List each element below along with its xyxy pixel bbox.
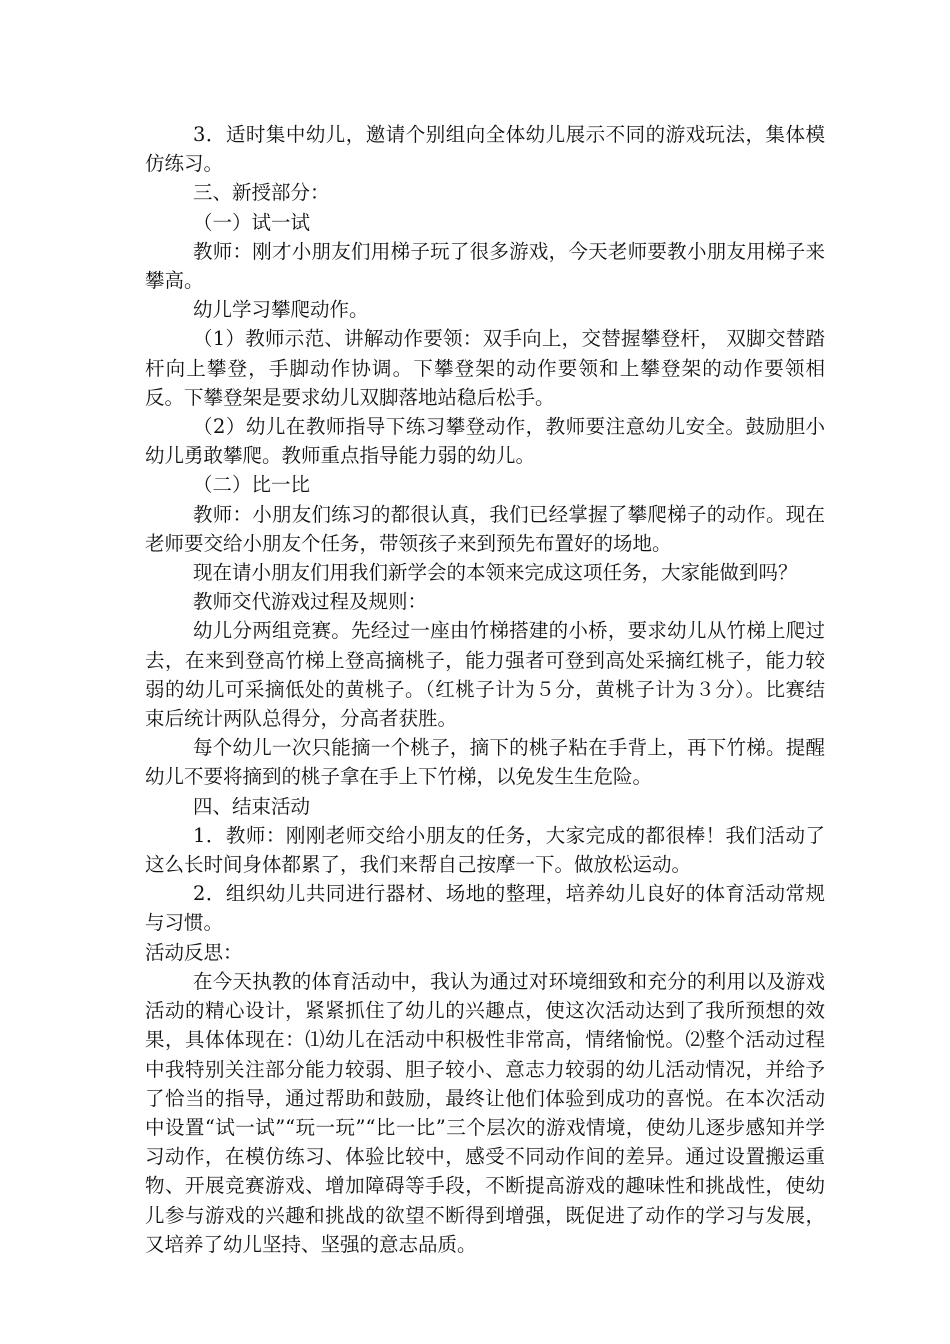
paragraph-practice: （2）幼儿在教师指导下练习攀登动作，教师要注意幼儿安全。鼓励胆小幼儿勇敢攀爬。教师重点指导能力弱的幼儿。 <box>145 415 825 468</box>
paragraph-safety: 每个幼儿一次只能摘一个桃子，摘下的桃子粘在手背上，再下竹梯。提醒幼儿不要将摘到的桃子拿在手上下竹梯，以免发生生危险。 <box>145 736 825 789</box>
paragraph-reflection: 在今天执教的体育活动中，我认为通过对环境细致和充分的利用以及游戏活动的精心设计，紧紧抓住了幼儿的兴趣点，使这次活动达到了我所预想的效果，具体体现在：⑴幼儿在活动中积极性非常高，情绪愉悦。⑵整个活动过程中我特别关注部分能力较弱、胆子较小、意志力较弱的幼儿活动情况，并给予了恰当的指导，通过帮助和鼓励，最终让他们体验到成功的喜悦。在本次活动中设置“试一试”“玩一玩”“比一比”三个层次的游戏情境，使幼儿逐步感知并学习动作，在模仿练习、体验比较中，感受不同动作间的差异。通过设置搬运重物、开展竞赛游戏、增加障碍等手段，不断提高游戏的趣味性和挑战性，使幼儿参与游戏的兴趣和挑战的欲望不断得到增强，既促进了动作的学习与发展，又培养了幼儿坚持、坚强的意志品质。 <box>145 969 825 1256</box>
subsection-heading-try: （一）试一试 <box>193 210 311 234</box>
subsection-heading-compete: （二）比一比 <box>193 473 311 497</box>
paragraph-step-3: 3．适时集中幼儿，邀请个别组向全体幼儿展示不同的游戏玩法，集体模仿练习。 <box>145 123 825 176</box>
paragraph-ending-1: 1．教师：刚刚老师交给小朋友的任务，大家完成的都很棒！我们活动了这么长时间身体都累了，我们来帮自己按摩一下。做放松运动。 <box>145 823 825 877</box>
paragraph-new-skill: 现在请小朋友们用我们新学会的本领来完成这项任务，大家能做到吗？ <box>193 561 798 585</box>
paragraph-learn-climbing: 幼儿学习攀爬动作。 <box>193 298 369 322</box>
paragraph-teacher-task: 教师：小朋友们练习的都很认真，我们已经掌握了攀爬梯子的动作。现在老师要交给小朋友个任务，带领孩子来到预先布置好的场地。 <box>145 502 825 555</box>
section-heading-ending: 四、结束活动 <box>193 794 311 818</box>
section-heading-new-teaching: 三、新授部分： <box>193 181 330 205</box>
paragraph-ending-2: 2．组织幼儿共同进行器材、场地的整理，培养幼儿良好的体育活动常规与习惯。 <box>145 882 825 935</box>
paragraph-game-rules: 幼儿分两组竞赛。先经过一座由竹梯搭建的小桥，要求幼儿从竹梯上爬过去，在来到登高竹梯上登高摘桃子，能力强者可登到高处采摘红桃子，能力较弱的幼儿可采摘低处的黄桃子。（红桃子计为５分，黄桃子计为３分）。比赛结束后统计两队总得分，分高者获胜。 <box>145 619 825 731</box>
paragraph-demonstration: （1）教师示范、讲解动作要领：双手向上，交替握攀登杆， 双脚交替踏杆向上攀登，手脚动作协调。下攀登架的动作要领和上攀登架的动作要领相反。下攀登架是要求幼儿双脚落地站稳后松手。 <box>145 327 825 409</box>
paragraph-teacher-intro: 教师：刚才小朋友们用梯子玩了很多游戏，今天老师要教小朋友用梯子来攀高。 <box>145 239 825 293</box>
paragraph-rules-heading: 教师交代游戏过程及规则： <box>193 590 428 614</box>
section-heading-reflection: 活动反思： <box>145 940 243 964</box>
